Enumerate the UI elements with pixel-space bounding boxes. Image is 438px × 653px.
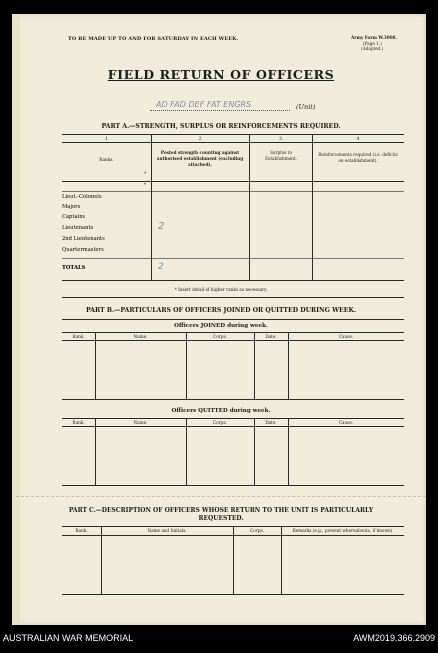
- rank-totals: TOTALS: [62, 265, 86, 271]
- col-header-surplus: Surplus to Establishment.: [265, 150, 297, 161]
- form-adapted: (Adapted.): [361, 46, 384, 51]
- lieutenants-posted-value: 2: [158, 221, 165, 232]
- rank-majors: Majors: [62, 204, 81, 210]
- quitted-col-date: Date.: [265, 420, 277, 425]
- partc-col-corps: Corps.: [250, 528, 264, 533]
- rank-quartermasters: Quartermasters: [62, 247, 104, 253]
- joined-col-name: Name.: [133, 334, 148, 339]
- col-header-posted: Posted strength counting against authorised establishment (excluding attached).: [156, 150, 244, 167]
- partc-col-name: Name and Initials.: [147, 528, 187, 533]
- unit-label: (Unit): [296, 103, 316, 111]
- star-marker: *: [144, 171, 147, 176]
- partc-col-rank: Rank.: [75, 528, 88, 533]
- quitted-col-rank: Rank.: [72, 420, 85, 425]
- fold-line: [16, 496, 426, 497]
- star-marker: *: [144, 182, 147, 187]
- form-page: [16, 14, 426, 625]
- quitted-heading: Officers QUITTED during week.: [171, 408, 271, 414]
- joined-col-cause: Cause.: [338, 334, 354, 339]
- joined-col-rank: Rank.: [72, 334, 85, 339]
- page-title: FIELD RETURN OF OFFICERS: [107, 67, 335, 82]
- rank-lieut-colonels: Lieut.-Colonels: [62, 194, 102, 200]
- rank-2nd-lieutenants: 2nd Lieutenants: [62, 236, 105, 242]
- header-instruction: TO BE MADE UP TO AND FOR SATURDAY IN EACH WEEK.: [68, 36, 239, 42]
- col-number-1: 1: [105, 136, 108, 141]
- part-c-heading: PART C.—DESCRIPTION OF OFFICERS WHOSE RETURN TO THE UNIT IS PARTICULARLY: [68, 507, 374, 514]
- col-header-ranks: Ranks.: [99, 157, 114, 162]
- joined-col-date: Date.: [265, 334, 277, 339]
- unit-handwritten: AD FAD DEF FAT ENGRS: [156, 100, 252, 109]
- col-number-4: 4: [356, 136, 360, 141]
- quitted-col-corps: Corps.: [213, 420, 227, 425]
- caption-source: AUSTRALIAN WAR MEMORIAL: [3, 633, 134, 643]
- rank-captains: Captains: [62, 214, 86, 220]
- page-edge: [12, 14, 20, 625]
- col-number-2: 2: [198, 136, 202, 141]
- form-page-number: (Page 1.): [363, 41, 382, 46]
- partc-col-remarks: Remarks (e.g., present whereabouts, if known): [292, 528, 393, 533]
- joined-col-corps: Corps.: [213, 334, 227, 339]
- part-a-footnote: * Insert detail of higher ranks as necessary.: [174, 287, 268, 292]
- rank-lieutenants: Lieutenants: [62, 225, 94, 231]
- caption-accession: AWM2019.366.2909: [353, 633, 435, 643]
- col-number-3: 3: [279, 136, 282, 141]
- part-c-heading-line2: REQUESTED.: [198, 515, 244, 522]
- caption-bar: [0, 627, 438, 653]
- joined-heading: Officers JOINED during week.: [174, 323, 268, 329]
- part-b-heading: PART B.—PARTICULARS OF OFFICERS JOINED OR QUITTED DURING WEEK.: [85, 307, 357, 314]
- quitted-col-cause: Cause.: [338, 420, 354, 425]
- col-header-reinforcements: Reinforcements required (i.e. deficits on establishment).: [318, 152, 398, 163]
- quitted-col-name: Name.: [133, 420, 148, 425]
- totals-posted-value: 2: [158, 262, 164, 272]
- form-number: Army Form W.3008.: [351, 35, 398, 40]
- part-a-heading: PART A.—STRENGTH, SURPLUS OR REINFORCEMENTS REQUIRED.: [101, 123, 341, 130]
